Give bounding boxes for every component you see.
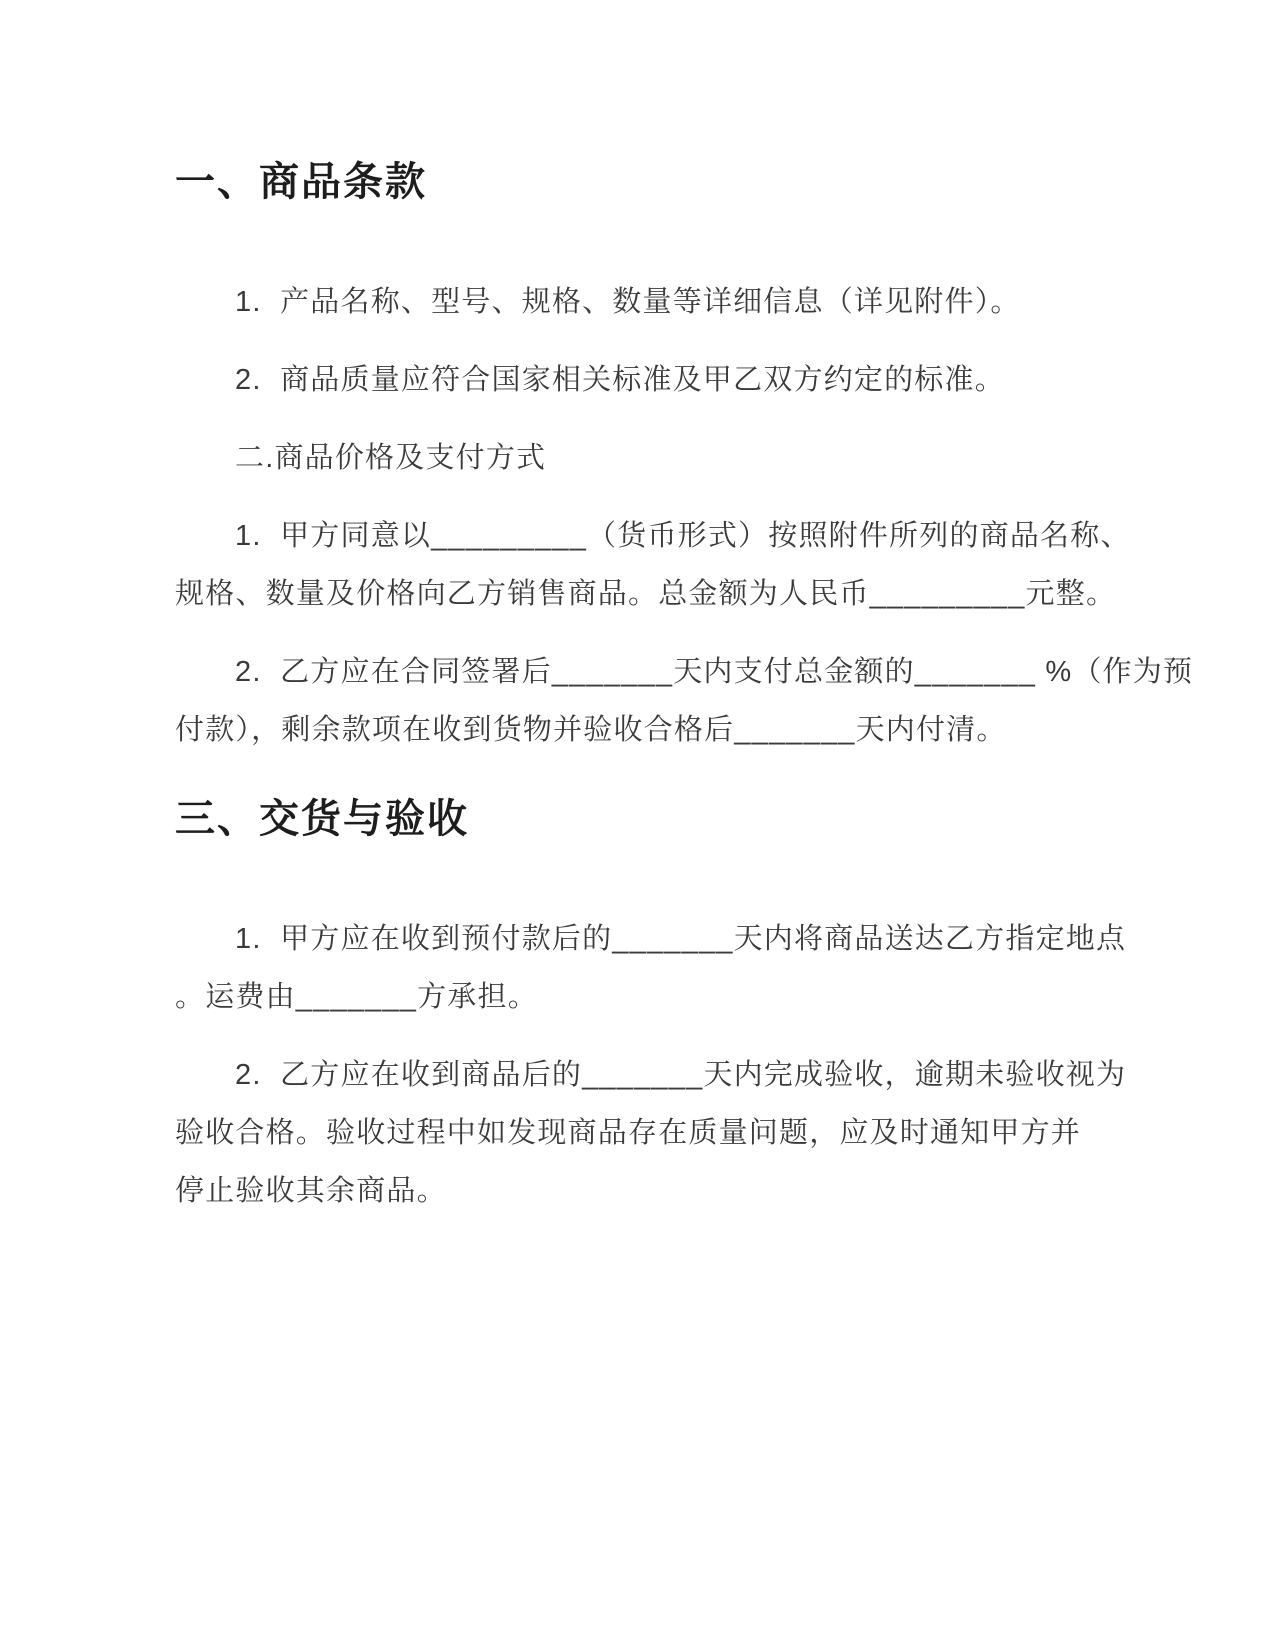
paragraph-line: 验收合格。验收过程中如发现商品存在质量问题，应及时通知甲方并 [175,1117,1082,1149]
paragraph-line: 付款），剩余款项在收到货物并验收合格后_______天内付清。 [175,714,1007,746]
paragraph-subheading-price-payment [175,429,1105,487]
section-heading-delivery-acceptance: 三、交货与验收 [175,797,469,841]
paragraph-line: 二.商品价格及支付方式 [235,442,547,474]
paragraph-line: 1. 甲方同意以_________（货币形式）按照附件所列的商品名称、 [235,520,1131,552]
paragraph-line: 停止验收其余商品。 [175,1175,447,1207]
section-heading-goods-terms: 一、商品条款 [175,160,427,204]
paragraph [175,910,1127,1026]
paragraph-line: 规格、数量及价格向乙方销售商品。总金额为人民币_________元整。 [175,578,1117,610]
paragraph-line: 2. 商品质量应符合国家相关标准及甲乙双方约定的标准。 [235,364,1005,396]
paragraph [175,1046,1127,1220]
paragraph [175,507,1131,623]
paragraph [175,351,1105,409]
paragraph-line: 。运费由_______方承担。 [175,981,538,1013]
paragraph-line: 2. 乙方应在收到商品后的_______天内完成验收，逾期未验收视为 [235,1059,1127,1091]
paragraph [175,643,1194,759]
document-content [0,157,1275,1220]
paragraph-line: 2. 乙方应在合同签署后_______天内支付总金额的_______ %（作为预 [235,656,1194,688]
paragraph [175,273,1105,331]
paragraph-line: 1. 甲方应在收到预付款后的_______天内将商品送达乙方指定地点 [235,923,1127,955]
paragraph-line: 1. 产品名称、型号、规格、数量等详细信息（详见附件）。 [235,286,1021,318]
